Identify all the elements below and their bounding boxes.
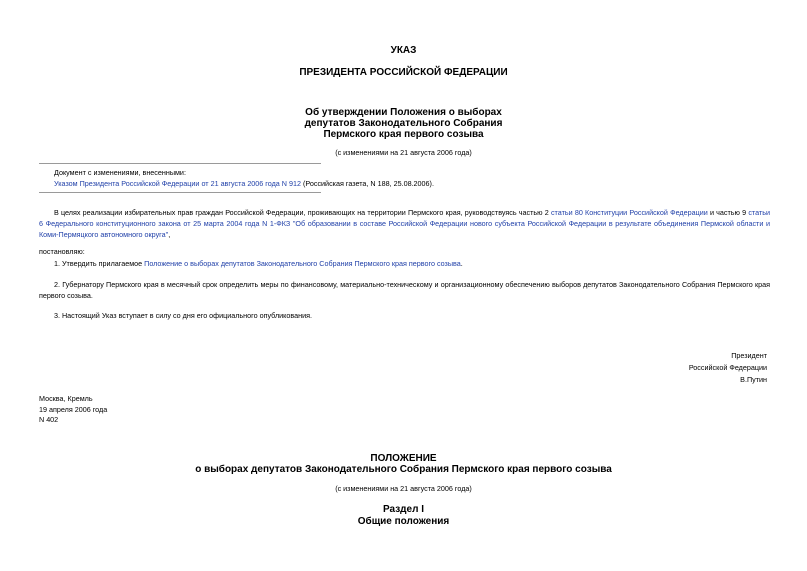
federal-law-link[interactable]: статьи 6 Федерального конституционного закона от 25 марта 2004 года N 1-ФКЗ "Об образовании в составе Российской Федерации нового субъекта Российской Федерации в результате объединения Пермской области и Коми-Пермяцкого автономного округа"	[39, 208, 771, 239]
constitution-article-link[interactable]: статьи 80 Конституции Российской Федерации	[550, 208, 708, 217]
date: 19 апреля 2006 года	[39, 405, 108, 414]
item-2: 2. Губернатору Пермского края в месячный срок определить меры по финансовому, материально-техническому и организационному обеспечению выборов депутатов Законодательного Собрания Пермского края первого созыва.	[39, 280, 770, 300]
regulation-link[interactable]: Положение о выборах депутатов Законодательного Собрания Пермского края первого созыва	[144, 259, 461, 268]
place: Москва, Кремль	[39, 394, 93, 403]
regulation-subtitle: о выборах депутатов Законодательного Собрания Пермского края первого созыва	[195, 464, 612, 475]
regulation-revision-note: (с изменениями на 21 августа 2006 года)	[335, 484, 472, 493]
section-title: Общие положения	[357, 516, 450, 527]
item-1-prefix: 1. Утвердить прилагаемое	[54, 259, 145, 268]
revision-note: (с изменениями на 21 августа 2006 года)	[335, 148, 472, 157]
regulation-title: ПОЛОЖЕНИЕ	[370, 453, 437, 464]
doc-type-heading: УКАЗ	[390, 45, 417, 56]
decree-number: N 402	[39, 415, 59, 424]
changes-line	[54, 178, 434, 189]
issuer-heading: ПРЕЗИДЕНТА РОССИЙСКОЙ ФЕДЕРАЦИИ	[299, 67, 508, 78]
section-number: Раздел I	[382, 504, 424, 515]
item-3: 3. Настоящий Указ вступает в силу со дня его официального опубликования.	[54, 311, 313, 320]
title-line-1: Об утверждении Положения о выборах	[305, 107, 502, 118]
changes-label: Документ с изменениями, внесенными:	[54, 168, 186, 177]
changes-top-rule	[39, 163, 321, 164]
decree-word: постановляю:	[39, 247, 85, 256]
preamble-paragraph	[39, 207, 770, 240]
title-line-3: Пермского края первого созыва	[323, 129, 484, 140]
signature-line-3: В.Путин	[740, 375, 767, 384]
signature-line-1: Президент	[731, 351, 767, 360]
preamble-text-2: и частью 9	[707, 208, 749, 217]
item-1	[39, 258, 770, 269]
preamble-text-1: В целях реализации избирательных прав граждан Российской Федерации, проживающих на территории Пермского края, руководствуясь частью 2	[54, 208, 551, 217]
title-line-2: депутатов Законодательного Собрания	[304, 118, 503, 129]
signature-line-2: Российской Федерации	[688, 363, 767, 372]
item-1-suffix: .	[460, 259, 463, 268]
preamble-text-3: ,	[168, 230, 171, 239]
changes-bottom-rule	[39, 192, 321, 193]
amending-decree-link[interactable]: Указом Президента Российской Федерации от 21 августа 2006 года N 912	[54, 179, 301, 188]
changes-source: (Российская газета, N 188, 25.08.2006).	[300, 179, 434, 188]
